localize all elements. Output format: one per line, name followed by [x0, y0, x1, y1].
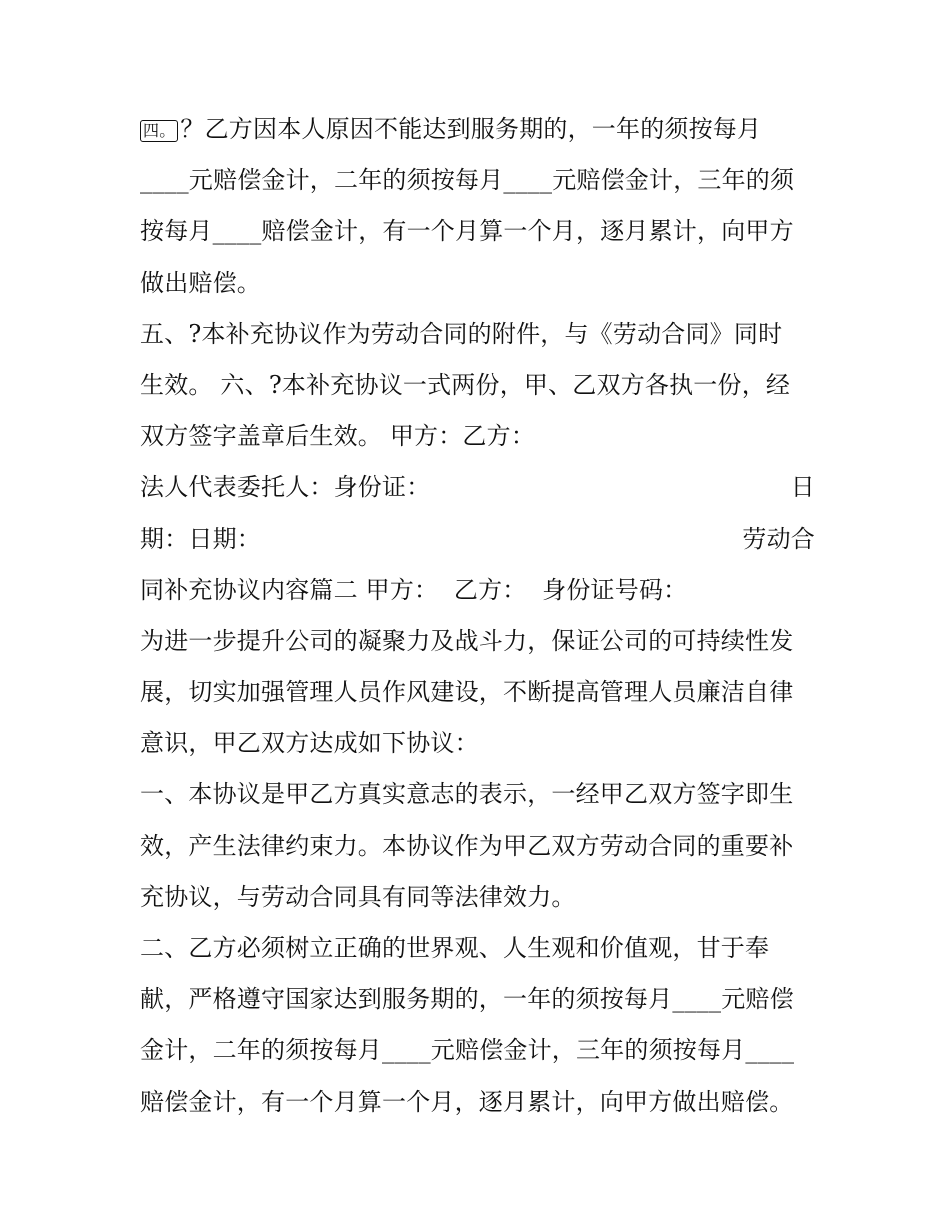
- text-line-5: 五、?本补充协议作为劳动合同的附件，与《劳动合同》同时: [140, 319, 783, 348]
- text-line-6: 生效。 六、?本补充协议一式两份，甲、乙双方各执一份，经: [140, 370, 791, 399]
- text-line-17: 二、乙方必须树立正确的世界观、人生观和价值观，甘于奉: [140, 934, 770, 962]
- text-line-20: 赔偿金计，有一个月算一个月，逐月累计，向甲方做出赔偿。: [140, 1087, 794, 1116]
- text-line-16: 充协议，与劳动合同具有同等法律效力。: [140, 882, 576, 911]
- document-body: [140, 104, 815, 1128]
- date-label-part: 日: [790, 473, 815, 502]
- text-line-3: 按每月____赔偿金计，有一个月算一个月，逐月累计，向甲方: [140, 217, 794, 246]
- text-line-1: [140, 104, 815, 155]
- text-line-18: 献，严格遵守国家达到服务期的，一年的须按每月____元赔偿: [140, 985, 794, 1014]
- text-line-7: 双方签字盖章后生效。 甲方：乙方：: [140, 422, 536, 451]
- text-line-10: 同补充协议内容篇二 甲方： 乙方： 身份证号码：: [140, 575, 688, 604]
- legal-rep-label: 法人代表委托人：身份证：: [140, 473, 431, 502]
- text-line-15: 效，产生法律约束力。本协议作为甲乙双方劳动合同的重要补: [140, 831, 794, 860]
- text-line-8: [140, 462, 815, 513]
- text-line-2: ____元赔偿金计，二年的须按每月____元赔偿金计，三年的须: [140, 166, 795, 195]
- text-line-4: 做出赔偿。: [140, 268, 261, 297]
- section-title-part: 劳动合: [742, 524, 815, 553]
- text-line-1-content: ？乙方因本人原因不能达到服务期的，一年的须按每月: [180, 115, 762, 143]
- section-number-four: 四。: [140, 120, 178, 142]
- text-line-14: 一、本协议是甲乙方真实意志的表示，一经甲乙双方签字即生: [140, 780, 794, 809]
- date-labels: 期：日期：: [140, 524, 261, 553]
- text-line-9: [140, 514, 815, 565]
- text-line-13: 意识，甲乙双方达成如下协议：: [140, 729, 479, 758]
- text-line-11: 为进一步提升公司的凝聚力及战斗力，保证公司的可持续性发: [140, 626, 794, 655]
- text-line-19: 金计，二年的须按每月____元赔偿金计，三年的须按每月____: [140, 1036, 795, 1065]
- text-line-12: 展，切实加强管理人员作风建设，不断提高管理人员廉洁自律: [140, 678, 794, 707]
